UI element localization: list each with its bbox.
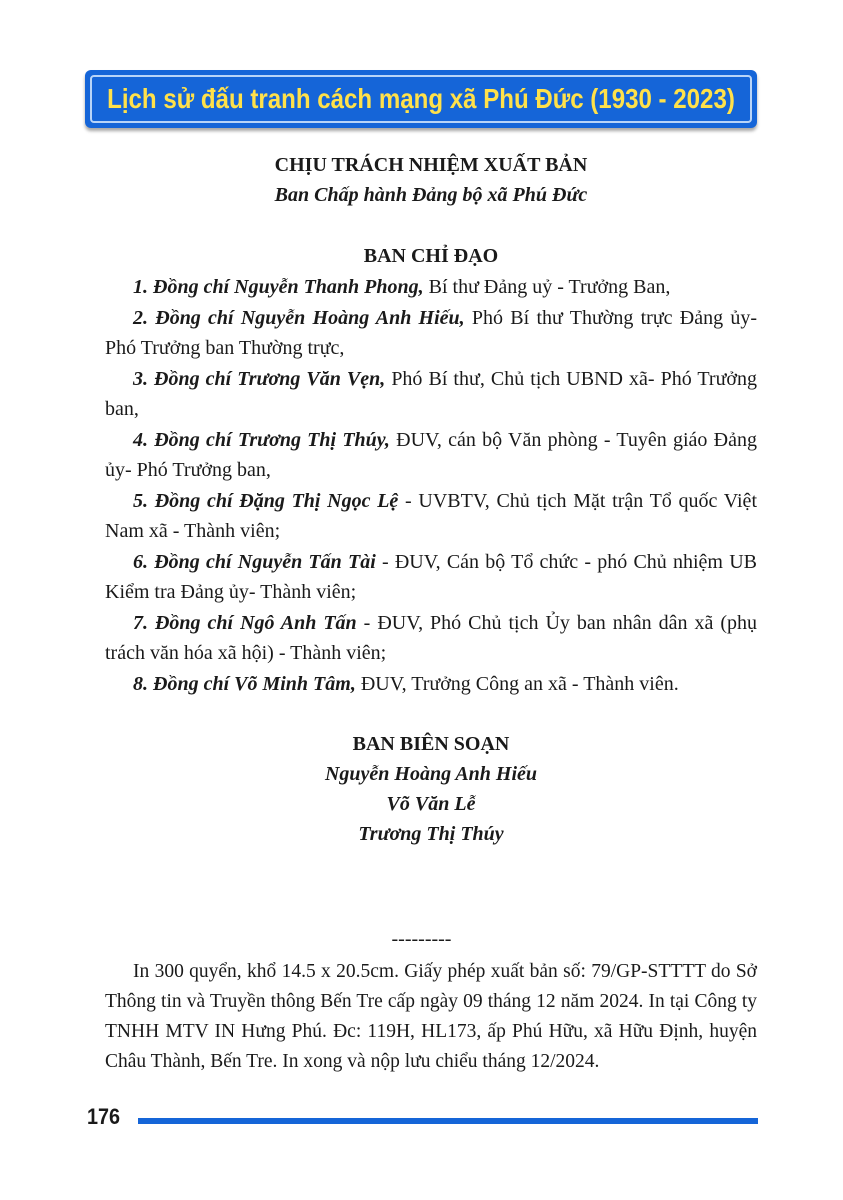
member-name: 5. Đồng chí Đặng Thị Ngọc Lệ (133, 490, 399, 512)
member-role: ĐUV, Trưởng Công an xã - Thành viên. (355, 673, 679, 695)
page-number: 176 (87, 1104, 121, 1129)
editorial-heading: BAN BIÊN SOẠN (352, 733, 510, 755)
print-info: In 300 quyển, khổ 14.5 x 20.5cm. Giấy phép xuất bản số: 79/GP-STTTT do Sở Thông tin và Truyền thông Bến Tre cấp ngày 09 tháng 12 năm 2024. In tại Công ty TNHH MTV IN Hưng Phú. Đc: 119H, HL173, ấp Phú Hữu, xã Hữu Định, huyện Châu Thành, Bến Tre. In xong và nộp lưu chiểu tháng 12/2024. (105, 961, 757, 1072)
member-role: - ĐUV, Cán bộ Tổ chức - phó Chủ nhiệm UB Kiểm tra Đảng ủy- Thành viên; (105, 551, 757, 603)
steering-heading: BAN CHỈ ĐẠO (363, 245, 499, 267)
editor-name: Nguyễn Hoàng Anh Hiếu (324, 763, 538, 785)
member-role: Bí thư Đảng uỷ - Trưởng Ban, (423, 276, 671, 298)
member-role: Phó Bí thư, Chủ tịch UBND xã- Phó Trưởng ban, (105, 368, 757, 420)
member-name: 6. Đồng chí Nguyễn Tấn Tài (133, 551, 376, 573)
member-name: 3. Đồng chí Trương Văn Vẹn, (133, 368, 386, 390)
editorial-section (105, 729, 757, 849)
editor-name: Trương Thị Thúy (358, 823, 504, 845)
steering-members-list (105, 272, 757, 699)
publisher-section (105, 150, 757, 210)
publisher-name: Ban Chấp hành Đảng bộ xã Phú Đức (274, 184, 588, 206)
member-role: - UVBTV, Chủ tịch Mặt trận Tổ quốc Việt Nam xã - Thành viên; (105, 490, 757, 542)
separator: --------- (391, 928, 452, 950)
editor-name: Võ Văn Lễ (386, 793, 476, 815)
member-name: 8. Đồng chí Võ Minh Tâm, (133, 673, 356, 695)
member-role: ĐUV, cán bộ Văn phòng - Tuyên giáo Đảng ủy- Phó Trưởng ban, (105, 429, 757, 481)
list-item (105, 364, 757, 424)
member-name: 7. Đồng chí Ngô Anh Tấn (133, 612, 357, 634)
header-banner (85, 70, 757, 128)
list-item (105, 425, 757, 485)
member-name: 2. Đồng chí Nguyễn Hoàng Anh Hiếu, (133, 307, 465, 329)
member-name: 1. Đồng chí Nguyễn Thanh Phong, (133, 276, 424, 298)
list-item (105, 547, 757, 607)
list-item (105, 272, 757, 302)
list-item (105, 303, 757, 363)
list-item (105, 486, 757, 546)
member-role: Phó Bí thư Thường trực Đảng ủy- Phó Trưởng ban Thường trực, (105, 307, 758, 359)
member-name: 4. Đồng chí Trương Thị Thúy, (133, 429, 390, 451)
footer-rule (138, 1118, 758, 1124)
book-title: Lịch sử đấu tranh cách mạng xã Phú Đức (1930 - 2023) (107, 83, 735, 114)
member-role: - ĐUV, Phó Chủ tịch Ủy ban nhân dân xã (phụ trách văn hóa xã hội) - Thành viên; (105, 612, 758, 664)
list-item (105, 669, 757, 699)
publisher-heading: CHỊU TRÁCH NHIỆM XUẤT BẢN (274, 154, 588, 176)
list-item (105, 608, 757, 668)
